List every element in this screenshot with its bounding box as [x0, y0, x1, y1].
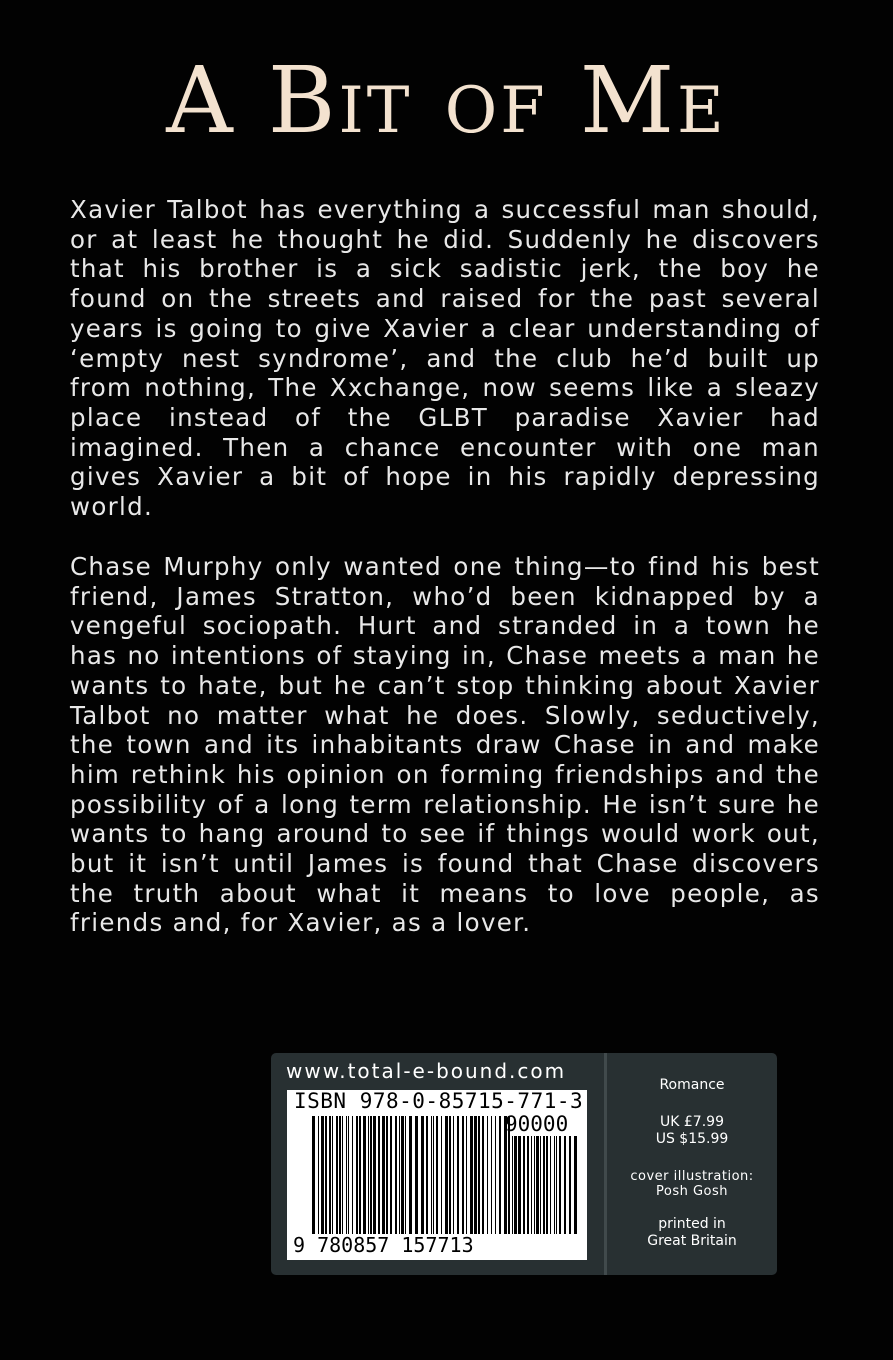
barcode-bar	[441, 1116, 442, 1234]
barcode-bar	[453, 1116, 454, 1234]
barcode-bar	[556, 1136, 557, 1234]
barcode-bar	[554, 1136, 555, 1234]
blurb-paragraph-1: Xavier Talbot has everything a successful man should, or at least he thought he did. Suddenly he discovers that his brother is a sick sadistic jerk, the boy he found on the streets and raised for the past several years is going to give Xavier a clear understanding of ‘empty nest syndrome’, and the club he’d built up from nothing, The Xxchange, now seems like a sleazy place instead of the GLBT paradise Xavier had imagined. Then a chance encounter with one man gives Xavier a bit of hope in his rapidly depressing world.	[70, 195, 820, 522]
barcode-bar	[339, 1116, 341, 1234]
barcode-bar	[449, 1116, 451, 1234]
barcode-digits: 9 780857 157713	[293, 1233, 474, 1257]
printed-in-label: printed in	[658, 1216, 726, 1232]
barcode-bar	[445, 1116, 448, 1234]
barcode-bar	[564, 1136, 566, 1234]
barcode-bar	[466, 1116, 467, 1234]
barcode-bar	[356, 1116, 358, 1234]
barcode-bar	[495, 1116, 496, 1234]
barcode-bar	[386, 1116, 388, 1234]
barcode-bar	[462, 1116, 464, 1234]
barcode-bar	[370, 1116, 372, 1234]
barcode-bar	[348, 1116, 349, 1234]
barcode-bar	[421, 1116, 424, 1234]
barcode-bar	[409, 1116, 412, 1234]
barcode-bar	[499, 1116, 501, 1234]
barcode-bar	[346, 1116, 347, 1234]
barcode-bar	[329, 1116, 331, 1234]
barcode-bar	[550, 1136, 551, 1234]
price-uk: UK £7.99	[660, 1114, 724, 1130]
barcode-panel	[287, 1090, 587, 1260]
barcode-bar	[321, 1116, 324, 1234]
barcode-bar	[342, 1116, 343, 1234]
barcode-bar	[478, 1116, 480, 1234]
publisher-url[interactable]: www.total-e-bound.com	[286, 1059, 567, 1083]
book-title: A Bit of Me	[166, 47, 727, 154]
blurb-paragraph-2: Chase Murphy only wanted one thing—to find his best friend, James Stratton, who’d been kidnapped by a vengeful sociopath. Hurt and stranded in a town he has no intentions of staying in, Chase meets a man he wants to hate, but he can’t stop thinking about Xavier Talbot no matter what he does. Slowly, seductively, the town and its inhabitants draw Chase in and make him rethink his opinion on forming friendships and the possibility of a long term relationship. He isn’t sure he wants to hang around to see if things would work out, but it isn’t until James is found that Chase discovers the truth about what it means to love people, as friends and, for Xavier, as a lover.	[70, 552, 820, 938]
barcode-bar	[559, 1136, 561, 1234]
barcode-bar	[318, 1116, 319, 1234]
barcode-bar	[543, 1136, 545, 1234]
barcode-bar	[512, 1136, 513, 1234]
barcode-bar	[401, 1116, 404, 1234]
barcode-bar	[574, 1136, 577, 1234]
barcode-bar	[470, 1116, 473, 1234]
barcode-bar	[457, 1116, 459, 1234]
barcode-bar	[373, 1116, 376, 1234]
barcode-bar	[336, 1116, 338, 1234]
cover-illustration-artist: Posh Gosh	[655, 1184, 728, 1199]
barcode-bar	[474, 1116, 477, 1234]
barcode-bar	[487, 1116, 488, 1234]
barcode-bar	[518, 1136, 521, 1234]
barcode-bar	[390, 1116, 392, 1234]
barcode-bar	[325, 1116, 327, 1234]
barcode-bar	[433, 1116, 434, 1234]
barcode-bar	[359, 1116, 361, 1234]
publisher-info-box	[271, 1053, 777, 1275]
barcode-bar	[426, 1116, 428, 1234]
price-us: US $15.99	[655, 1131, 729, 1147]
barcode-bar	[536, 1136, 539, 1234]
barcode-bar	[352, 1116, 353, 1234]
barcode-bar	[436, 1116, 438, 1234]
barcode-bar	[395, 1116, 397, 1234]
barcode-bar	[546, 1136, 548, 1234]
barcode-bar	[540, 1136, 541, 1234]
printed-in-country: Great Britain	[647, 1233, 737, 1249]
barcode-bar	[569, 1136, 571, 1234]
barcode-bar	[363, 1116, 366, 1234]
barcode-bar	[431, 1116, 432, 1234]
barcode-bar	[514, 1136, 517, 1234]
barcode-bar	[332, 1116, 333, 1234]
genre-label: Romance	[659, 1077, 725, 1093]
barcode-bar	[482, 1116, 484, 1234]
barcode-bar	[523, 1136, 525, 1234]
barcode-bar	[399, 1116, 400, 1234]
barcode-bar	[415, 1116, 418, 1234]
barcode-addon-code: 90000	[505, 1112, 569, 1136]
cover-illustration-label: cover illustration:	[630, 1169, 754, 1184]
barcode-bar	[405, 1116, 406, 1234]
isbn-number: ISBN 978-0-85715-771-3	[294, 1089, 584, 1113]
barcode-bars	[312, 1116, 512, 1234]
barcode-bar	[531, 1136, 532, 1234]
barcode-bar	[382, 1116, 385, 1234]
barcode-bar	[491, 1116, 492, 1234]
barcode-bar	[378, 1116, 380, 1234]
barcode-addon-bars	[512, 1136, 580, 1234]
barcode-bar	[527, 1136, 529, 1234]
barcode-bar	[534, 1136, 535, 1234]
barcode-bar	[312, 1116, 315, 1234]
barcode-bar	[368, 1116, 369, 1234]
